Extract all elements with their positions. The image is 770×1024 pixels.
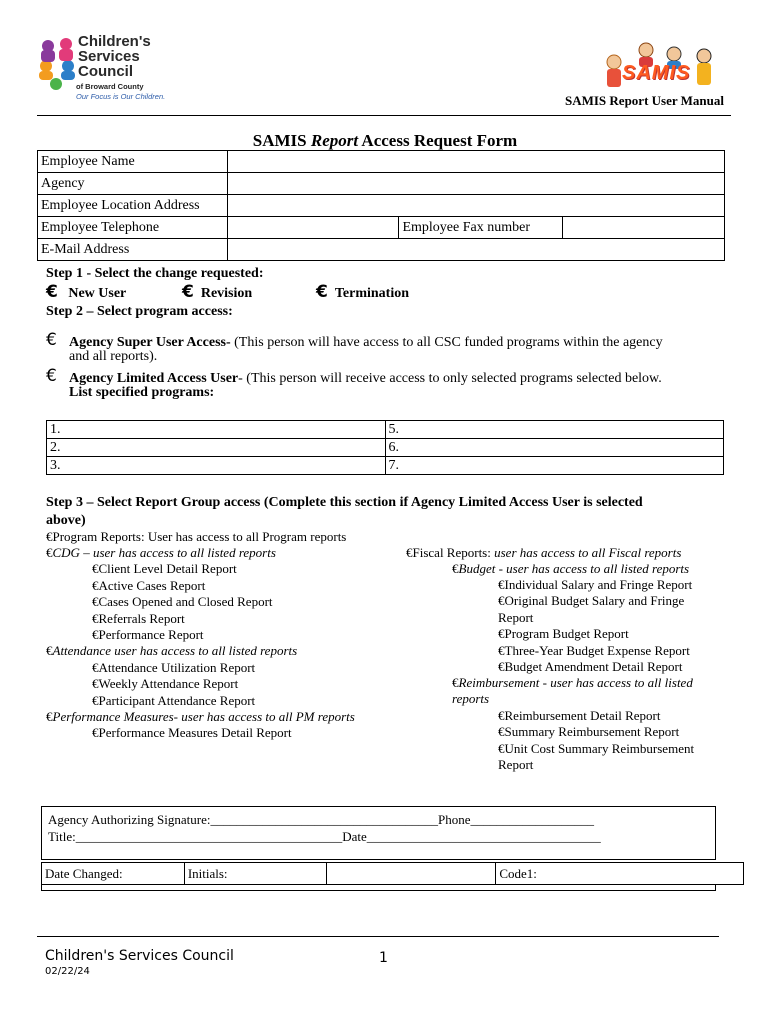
agency-field[interactable] bbox=[227, 173, 724, 195]
option-termination-label: Termination bbox=[334, 286, 409, 301]
limited-user-desc: - (This person will receive access to only selected programs selected below. bbox=[238, 371, 662, 386]
program-reports-list bbox=[46, 545, 355, 742]
checkbox-icon: € bbox=[92, 725, 99, 741]
checkbox-icon: € bbox=[46, 282, 58, 302]
budget-label: Budget - user has access to all listed reports bbox=[458, 561, 690, 576]
program-reports-label: Program Reports: User has access to all Program reports bbox=[52, 529, 347, 544]
employee-name-label: Employee Name bbox=[38, 151, 228, 173]
fiscal-reports-option[interactable] bbox=[406, 545, 681, 561]
reimbursement-list bbox=[498, 708, 694, 774]
checkbox-icon: € bbox=[92, 659, 99, 675]
report-item-label: Performance Measures Detail Report bbox=[98, 725, 292, 741]
footer-org: Children's Services Council bbox=[45, 948, 234, 964]
programs-table bbox=[46, 420, 724, 475]
budget-list bbox=[498, 577, 692, 675]
checkbox-icon: € bbox=[92, 692, 99, 708]
checkbox-icon: € bbox=[498, 577, 505, 592]
budget-item-label: Budget Amendment Detail Report bbox=[504, 659, 683, 675]
super-user-label: Agency Super User Access- bbox=[69, 335, 231, 350]
form-title-italic: Report bbox=[310, 131, 359, 150]
program-7[interactable]: 7. bbox=[385, 457, 724, 475]
budget-item-label: Three-Year Budget Expense Report bbox=[504, 642, 690, 658]
budget-item-label: Original Budget Salary and Fringe bbox=[504, 593, 685, 609]
program-6[interactable]: 6. bbox=[385, 439, 724, 457]
program-reports-option[interactable] bbox=[46, 529, 346, 545]
program-5[interactable]: 5. bbox=[385, 421, 724, 439]
telephone-label: Employee Telephone bbox=[38, 217, 228, 239]
blank-cell[interactable] bbox=[326, 863, 496, 885]
reimbursement-item-label: Unit Cost Summary Reimbursement bbox=[504, 740, 695, 756]
report-item[interactable] bbox=[46, 594, 355, 610]
super-user-desc: (This person will have access to all CSC funded programs within the agency bbox=[230, 335, 663, 350]
logo-line-1: Children's bbox=[78, 33, 151, 50]
report-item[interactable] bbox=[46, 611, 355, 627]
report-item[interactable] bbox=[46, 561, 355, 577]
step3-heading-1: Step 3 – Select Report Group access (Complete this section if Agency Limited Access User is selected bbox=[46, 495, 643, 510]
checkbox-icon: € bbox=[316, 282, 328, 302]
samis-logo bbox=[600, 40, 725, 95]
page-number: 1 bbox=[379, 950, 388, 966]
checkbox-icon: € bbox=[92, 594, 99, 610]
reimbursement-option[interactable] bbox=[452, 675, 693, 708]
email-label: E-Mail Address bbox=[38, 239, 228, 261]
checkbox-icon: € bbox=[46, 330, 57, 350]
program-3[interactable]: 3. bbox=[47, 457, 386, 475]
checkbox-icon: € bbox=[498, 642, 505, 658]
report-group[interactable] bbox=[46, 545, 355, 561]
code-cell[interactable]: Code1: bbox=[496, 863, 744, 885]
initials-cell[interactable]: Initials: bbox=[184, 863, 326, 885]
report-item-label: Weekly Attendance Report bbox=[98, 676, 239, 692]
employee-name-field[interactable] bbox=[227, 151, 724, 173]
signature-box bbox=[41, 806, 716, 860]
program-2[interactable]: 2. bbox=[47, 439, 386, 457]
report-item-label: Participant Attendance Report bbox=[98, 692, 256, 708]
reimbursement-item[interactable] bbox=[498, 741, 694, 757]
checkbox-icon: € bbox=[498, 659, 505, 675]
reimbursement-label: Reimbursement - user has access to all listed bbox=[458, 675, 693, 690]
fax-label: Employee Fax number bbox=[399, 217, 563, 239]
option-new-user[interactable] bbox=[46, 282, 126, 302]
option-termination[interactable] bbox=[316, 282, 409, 302]
reimbursement-item-label: Summary Reimbursement Report bbox=[504, 724, 680, 740]
header-divider bbox=[37, 115, 731, 116]
checkbox-icon: € bbox=[498, 626, 505, 642]
step3-heading bbox=[46, 494, 643, 530]
csc-logo bbox=[38, 34, 170, 104]
super-user-desc-2: and all reports). bbox=[69, 349, 158, 364]
logo-tagline: Our Focus is Our Children. bbox=[76, 92, 166, 101]
report-group-label: CDG – user has access to all listed reports bbox=[52, 545, 276, 560]
fiscal-label: Fiscal Reports: bbox=[412, 545, 495, 560]
location-label: Employee Location Address bbox=[38, 195, 228, 217]
report-item-label: Attendance Utilization Report bbox=[98, 659, 256, 675]
report-item-label: Referrals Report bbox=[98, 610, 185, 626]
footer-divider bbox=[37, 936, 719, 937]
budget-option[interactable] bbox=[452, 561, 689, 577]
step2-heading: Step 2 – Select program access: bbox=[46, 304, 233, 319]
signature-line[interactable]: Agency Authorizing Signature:___________________________________Phone___________________ bbox=[48, 812, 594, 827]
budget-item[interactable] bbox=[498, 593, 692, 609]
option-revision[interactable] bbox=[182, 282, 252, 302]
checkbox-icon: € bbox=[46, 545, 53, 560]
report-item-label: Active Cases Report bbox=[98, 577, 206, 593]
checkbox-icon: € bbox=[498, 593, 505, 609]
step3-heading-2: above) bbox=[46, 513, 86, 528]
manual-title: SAMIS Report User Manual bbox=[564, 93, 724, 108]
checkbox-icon: € bbox=[452, 675, 459, 690]
report-item-label: Client Level Detail Report bbox=[98, 561, 237, 577]
email-field[interactable] bbox=[227, 239, 724, 261]
checkbox-icon: € bbox=[92, 627, 99, 643]
checkbox-icon: € bbox=[92, 577, 99, 593]
checkbox-icon: € bbox=[92, 610, 99, 626]
report-group-label: Performance Measures- user has access to all PM reports bbox=[52, 709, 355, 725]
title-line[interactable]: Title:_________________________________________Date____________________________________ bbox=[48, 829, 601, 844]
checkbox-icon: € bbox=[46, 366, 57, 386]
form-title-post: Access Request Form bbox=[358, 131, 518, 150]
option-new-user-label: New User bbox=[68, 286, 127, 301]
budget-item[interactable] bbox=[498, 643, 692, 659]
report-item[interactable] bbox=[46, 693, 355, 709]
fiscal-desc: user has access to all Fiscal reports bbox=[494, 545, 682, 560]
employee-info-table bbox=[37, 150, 725, 261]
report-item-label: Cases Opened and Closed Report bbox=[98, 594, 273, 610]
budget-item-wrap: Report bbox=[498, 609, 534, 625]
reimbursement-item[interactable] bbox=[498, 724, 694, 740]
report-group[interactable] bbox=[46, 643, 355, 659]
option-revision-label: Revision bbox=[200, 286, 253, 301]
budget-item[interactable] bbox=[498, 626, 692, 642]
report-item[interactable] bbox=[46, 725, 355, 741]
location-field[interactable] bbox=[227, 195, 724, 217]
budget-item-label: Program Budget Report bbox=[504, 626, 629, 642]
reimbursement-item-label: Reimbursement Detail Report bbox=[504, 708, 661, 723]
logo-line-2: Services bbox=[78, 48, 140, 65]
step1-heading: Step 1 - Select the change requested: bbox=[46, 266, 264, 281]
report-group[interactable] bbox=[46, 709, 355, 725]
budget-item[interactable] bbox=[498, 577, 692, 593]
agency-label: Agency bbox=[38, 173, 228, 195]
checkbox-icon: € bbox=[92, 561, 99, 577]
report-group-label: Attendance user has access to all listed reports bbox=[52, 643, 298, 659]
checkbox-icon: € bbox=[498, 708, 505, 723]
report-item[interactable] bbox=[46, 660, 355, 676]
budget-item[interactable] bbox=[498, 659, 692, 675]
limited-user-label: Agency Limited Access User bbox=[69, 371, 239, 386]
checkbox-icon: € bbox=[498, 724, 505, 740]
fax-field[interactable] bbox=[563, 217, 725, 239]
checkbox-icon: € bbox=[46, 643, 53, 659]
reimbursement-label-2: reports bbox=[452, 691, 490, 707]
checkbox-icon: € bbox=[498, 740, 505, 756]
report-item[interactable] bbox=[46, 627, 355, 643]
checkbox-icon: € bbox=[406, 545, 413, 560]
checkbox-icon: € bbox=[92, 676, 99, 692]
reimbursement-item[interactable] bbox=[498, 708, 694, 724]
report-item[interactable] bbox=[46, 676, 355, 692]
checkbox-icon: € bbox=[452, 561, 459, 576]
change-record-bottom bbox=[41, 885, 716, 891]
form-title-pre: SAMIS bbox=[252, 131, 311, 150]
list-programs-label: List specified programs: bbox=[69, 385, 215, 400]
report-item-label: Performance Report bbox=[98, 627, 204, 643]
budget-item-label: Individual Salary and Fringe Report bbox=[504, 577, 693, 592]
date-changed-cell[interactable]: Date Changed: bbox=[42, 863, 185, 885]
form-title bbox=[0, 131, 770, 151]
checkbox-icon: € bbox=[46, 529, 53, 544]
footer-date: 02/22/24 bbox=[45, 966, 90, 977]
checkbox-icon: € bbox=[46, 709, 53, 725]
logo-sub: of Broward County bbox=[76, 82, 144, 91]
report-item[interactable] bbox=[46, 578, 355, 594]
program-1[interactable]: 1. bbox=[47, 421, 386, 439]
checkbox-icon: € bbox=[182, 282, 194, 302]
samis-wordmark: SAMIS bbox=[622, 62, 691, 84]
telephone-field[interactable] bbox=[227, 217, 399, 239]
change-record-table bbox=[41, 862, 744, 885]
logo-line-3: Council bbox=[78, 63, 133, 80]
reimbursement-item-wrap: Report bbox=[498, 757, 534, 773]
